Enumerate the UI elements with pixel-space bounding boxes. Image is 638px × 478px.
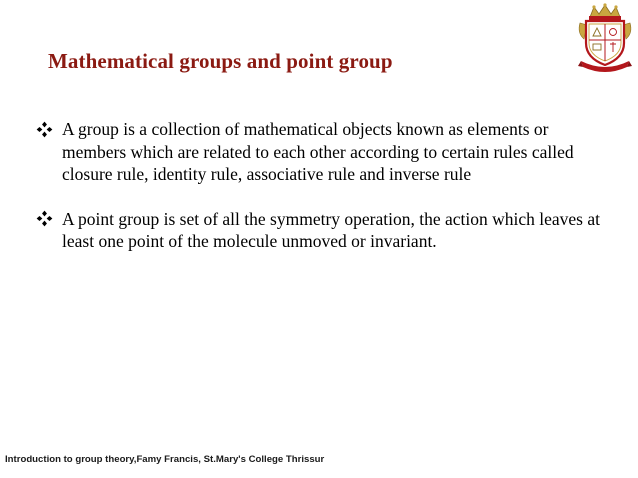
diamond-quad-bullet-icon bbox=[36, 208, 62, 230]
diamond-quad-bullet-icon bbox=[36, 118, 62, 140]
bullet-item bbox=[36, 208, 606, 253]
bullet-text: A point group is set of all the symmetry operation, the action which leaves at least one point of the molecule unmoved or invariant. bbox=[62, 208, 600, 251]
bullet-list bbox=[36, 118, 606, 275]
slide-footer: Introduction to group theory,Famy Francis, St.Mary's College Thrissur bbox=[5, 454, 325, 465]
college-crest-icon bbox=[576, 3, 634, 73]
bullet-item bbox=[36, 118, 606, 186]
bullet-text: A group is a collection of mathematical objects known as elements or members which are related to each other according to certain rules called closure rule, identity rule, associative rule and inverse rule bbox=[62, 119, 574, 184]
slide-title: Mathematical groups and point group bbox=[48, 49, 393, 73]
